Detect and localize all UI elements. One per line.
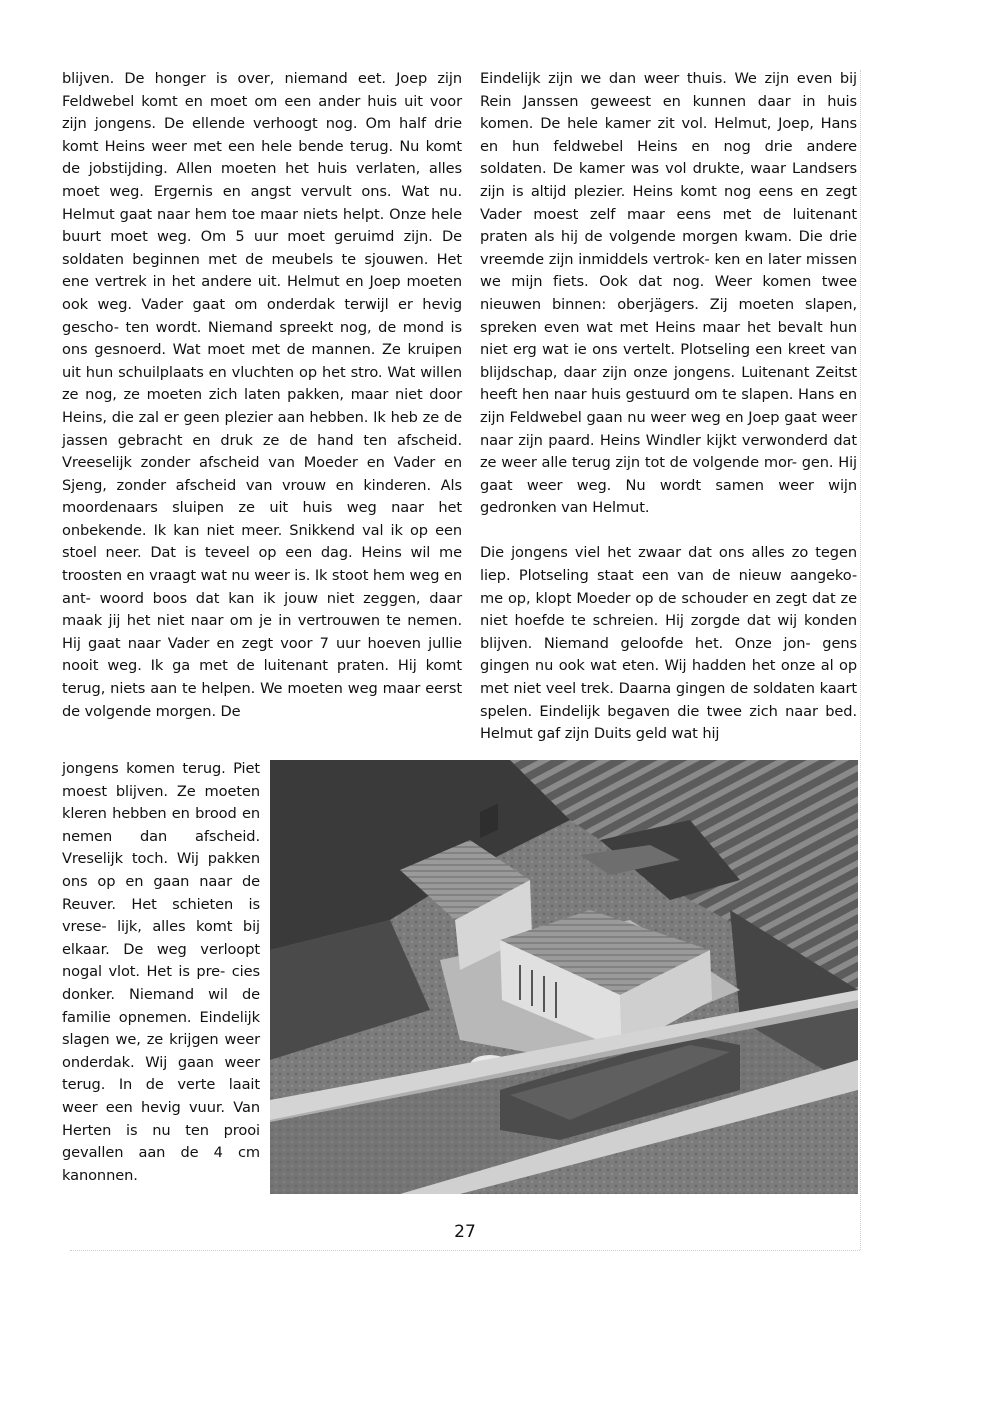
left-column-text: blijven. De honger is over, niemand eet. Joep zijn Feldwebel komt en moet om een ander huis uit voor zijn jongens. De ellende verhoogt nog. Om half drie komt Heins weer met een hele bende terug. Nu komt de jobstijding. Allen moeten het huis verlaten, alles moet weg. Ergernis en angst vervult ons. Wat nu. Helmut gaat naar hem toe maar niets helpt. Onze hele buurt moet weg. Om 5 uur moet geruimd zijn. De soldaten beginnen met de meubels te sjouwen. Het ene vertrek in het andere uit. Helmut en Joep moeten ook weg. Vader gaat om onderdak terwijl er hevig gescho- ten wordt. Niemand spreekt nog, de mond is ons gesnoerd. Wat moet met de mannen. Ze kruipen uit hun schuilplaats en vluchten op het stro. Wat willen ze nog, ze moeten zich laten pakken, maar niet door Heins, die zal er geen plezier aan hebben. Ik heb ze de jassen gebracht en druk ze de hand ten afscheid. Vreeselijk zonder afscheid van Moeder en Vader en Sjeng, zonder afscheid van vrouw en kinderen. Als moordenaars sluipen ze uit huis weg naar het onbekende. Ik kan niet meer. Snikkend val ik op een stoel neer. Dat is teveel op een dag. Heins wil me troosten en vraagt wat nu weer is. Ik stoot hem weg en ant- woord boos dat kan ik jouw niet zeggen, daar maak jij het niet naar om je in vertrouwen te nemen. Hij gaat naar Vader en zegt voor 7 uur hoeven jullie nooit weg. Ik ga met de luitenant praten. Hij komt terug, niets aan te helpen. We moeten weg maar eerst de volgende morgen. De [62,70,462,720]
page-bottom-guide [70,1250,860,1251]
right-column [480,68,857,746]
left-column [62,68,462,723]
wrap-paragraph: jongens komen terug. Piet moest blijven. Ze moeten kleren hebben en brood en nemen dan afscheid. Vreselijk toch. Wij pakken ons op en gaan naar de Reuver. Het schieten is vrese- lijk, alles komt bij elkaar. De weg verloopt nogal vlot. Het is pre- cies donker. Niemand wil de familie opnemen. Eindelijk slagen we, ze krijgen weer onderdak. Wij gaan weer terug. In de verte laait weer een hevig vuur. Van Herten is nu ten prooi gevallen aan de 4 cm kanonnen. [62,760,260,1184]
page-number: 27 [454,1222,476,1242]
left-column-wrap-text [62,758,260,1187]
right-paragraph-1: Eindelijk zijn we dan weer thuis. We zijn even bij Rein Janssen geweest en kunnen daar in huis komen. De hele kamer zit vol. Helmut, Joep, Hans en hun feldwebel Heins en nog drie andere soldaten. De kamer was vol drukte, waar Landsers zijn is altijd plezier. Heins komt nog eens en zegt Vader moest zelf maar eens met de luitenant praten als hij de volgende morgen kwam. Die drie vreemde zijn inmiddels vertrok- ken en later missen we mijn fiets. Ook dat nog. Weer komen twee nieuwen binnen: oberjägers. Zij moeten slapen, spreken even wat met Heins maar het bevalt hun niet erg wat ie ons vertelt. Plotseling een kreet van blijdschap, daar zijn onze jongens. Luitenant Zeitst heeft hen naar huis gestuurd om te slapen. Hans en zijn Feldwebel gaan nu weer weg en Joep gaat weer naar zijn paard. Heins Windler kijkt verwonderd dat ze weer alle terug zijn tot de volgende mor- gen. Hij gaat weer weg. Nu wordt samen weer wijn gedronken van Helmut. [480,70,857,517]
page-edge-guide [860,70,861,1250]
photo-drawing [270,760,858,1194]
right-paragraph-2: Die jongens viel het zwaar dat ons alles zo tegen liep. Plotseling staat een van de nieuw aangeko- me op, klopt Moeder op de schouder en zegt dat ze niet hoefde te schreien. Hij zorgde dat wij konden blijven. Niemand geloofde het. Onze jon- gens gingen nu ook wat eten. Wij hadden het onze al op met niet veel trek. Daarna gingen de soldaten kaart spelen. Eindelijk begaven die twee zich naar bed. Helmut gaf zijn Duits geld wat hij [480,544,857,743]
aerial-farmhouse-photo [270,760,858,1194]
